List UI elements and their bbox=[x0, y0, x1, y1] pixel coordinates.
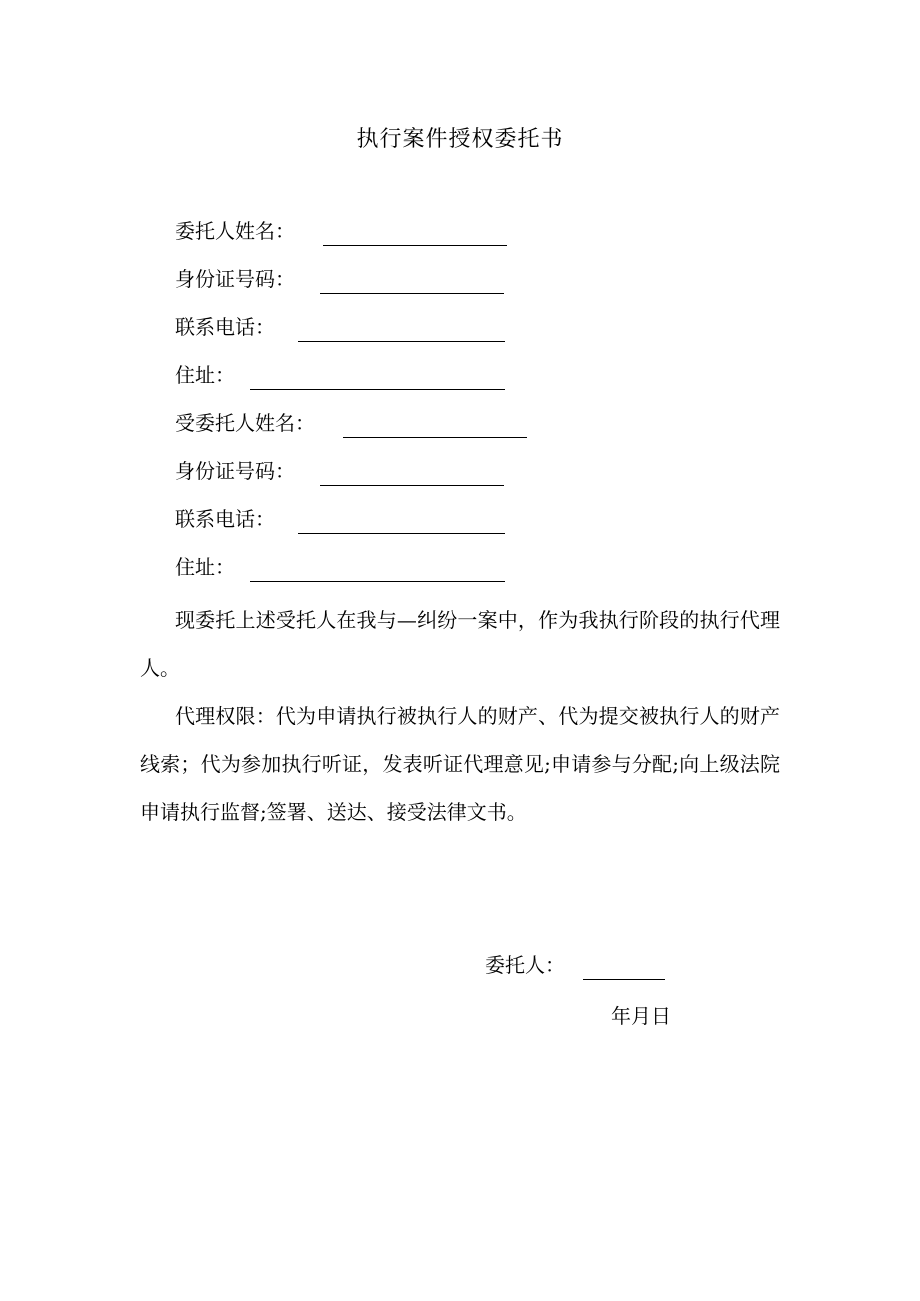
agent-id-field bbox=[175, 456, 504, 486]
entrustment-paragraph: 现委托上述受托人在我与—纠纷一案中，作为我执行阶段的执行代理人。 bbox=[140, 608, 780, 680]
principal-id-blank[interactable] bbox=[320, 269, 504, 294]
agent-name-blank[interactable] bbox=[343, 413, 527, 438]
document-title: 执行案件授权委托书 bbox=[356, 127, 564, 152]
signature-field bbox=[485, 950, 665, 980]
principal-phone-blank[interactable] bbox=[298, 317, 505, 342]
principal-phone-field bbox=[175, 312, 505, 342]
agent-name-field bbox=[175, 408, 527, 438]
agent-phone-blank[interactable] bbox=[298, 509, 505, 534]
agent-address-label: 住址： bbox=[175, 555, 235, 579]
agent-phone-field bbox=[175, 504, 505, 534]
agent-phone-label: 联系电话： bbox=[175, 507, 275, 531]
agent-id-blank[interactable] bbox=[320, 461, 504, 486]
signature-label: 委托人： bbox=[485, 953, 565, 977]
principal-id-label: 身份证号码： bbox=[175, 267, 295, 291]
authority-paragraph: 代理权限：代为申请执行被执行人的财产、代为提交被执行人的财产线索；代为参加执行听证，发表听证代理意见;申请参与分配;向上级法院申请执行监督;签署、送达、接受法律文书。 bbox=[140, 704, 780, 824]
principal-phone-label: 联系电话： bbox=[175, 315, 275, 339]
principal-address-label: 住址： bbox=[175, 363, 235, 387]
principal-address-field bbox=[175, 360, 505, 390]
principal-name-field bbox=[175, 216, 507, 246]
principal-name-label: 委托人姓名： bbox=[175, 219, 295, 243]
signature-blank[interactable] bbox=[583, 955, 665, 980]
agent-address-blank[interactable] bbox=[250, 557, 505, 582]
principal-name-blank[interactable] bbox=[323, 221, 507, 246]
agent-name-label: 受委托人姓名： bbox=[175, 411, 315, 435]
date-label: 年月日 bbox=[611, 1004, 671, 1028]
principal-address-blank[interactable] bbox=[250, 365, 505, 390]
agent-id-label: 身份证号码： bbox=[175, 459, 295, 483]
agent-address-field bbox=[175, 552, 505, 582]
principal-id-field bbox=[175, 264, 504, 294]
